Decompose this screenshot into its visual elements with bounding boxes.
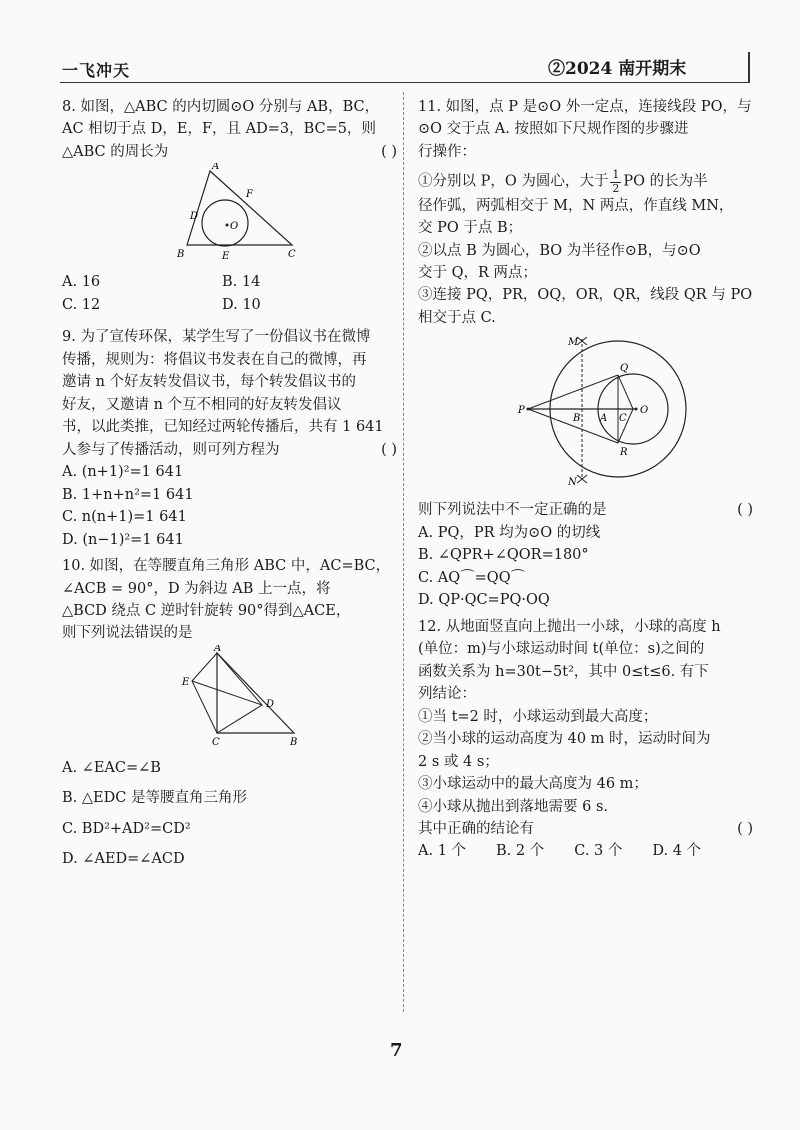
q10-line: △BCD 绕点 C 逆时针旋转 90°得到△ACE，	[62, 602, 351, 619]
option-a: A. (n+1)²=1 641	[62, 464, 184, 481]
q12-line: 12. 从地面竖直向上抛出一小球，小球的高度 h	[418, 618, 721, 635]
column-divider	[403, 92, 404, 1012]
q9-line: 人参与了传播活动，则可列方程为 ( )	[62, 439, 397, 461]
label-E: E	[222, 251, 230, 263]
q8-figure	[62, 163, 397, 271]
option-a: A. 1 个	[418, 843, 467, 860]
label-D: D	[190, 211, 199, 223]
option-a: A. ∠EAC=∠B	[62, 759, 161, 776]
header-brand: 一飞冲天	[62, 61, 131, 80]
label-O: O	[640, 405, 649, 417]
label-M: M	[568, 337, 579, 349]
label-N: N	[568, 477, 577, 489]
question-10	[62, 555, 397, 871]
q12-line: ①当 t=2 时，小球运动到最大高度；	[418, 708, 658, 725]
answer-bracket: ( )	[737, 502, 753, 519]
q11-line: 径作弧，两弧相交于 M，N 两点，作直线 MN，	[418, 197, 734, 214]
answer-bracket: ( )	[737, 820, 753, 837]
page-number: 7	[390, 1040, 403, 1061]
right-column	[418, 96, 753, 863]
option-b: B. 14	[222, 274, 261, 291]
q11-figure	[418, 329, 753, 497]
q8-line: 8. 如图，△ABC 的内切圆⊙O 分别与 AB，BC，	[62, 99, 380, 115]
label-A: A	[214, 644, 222, 654]
label-C: C	[619, 413, 627, 425]
label-F: F	[246, 189, 253, 201]
q11-line: 相交于点 C.	[418, 309, 496, 326]
option-b: B. △EDC 是等腰直角三角形	[62, 790, 247, 807]
q12-line: ③小球运动中的最大高度为 46 m；	[418, 776, 648, 793]
answer-bracket: ( )	[381, 441, 397, 458]
option-d: D. ∠AED=∠ACD	[62, 851, 185, 868]
label-C: C	[288, 249, 296, 261]
label-B: B	[573, 413, 581, 425]
label-Q: Q	[620, 363, 629, 375]
q8-line: AC 相切于点 D，E，F，且 AD=3，BC=5，则	[62, 121, 377, 138]
header-bar	[748, 52, 750, 82]
option-d: D. (n−1)²=1 641	[62, 531, 184, 548]
label-B: B	[290, 736, 298, 748]
option-c: C. BD²+AD²=CD²	[62, 820, 191, 837]
option-b: B. 2 个	[496, 843, 545, 860]
q11-step1: ①分别以 P，O 为圆心，大于 $\frac{1}{2}$ PO 的长为半	[418, 168, 708, 195]
option-a: A. 16	[62, 274, 101, 291]
header-title: ②2024 南开期末	[548, 59, 687, 79]
option-d: D. 4 个	[652, 843, 702, 860]
q12-line: (单位：m)与小球运动时间 t(单位：s)之间的	[418, 641, 705, 658]
q8-line: △ABC 的周长为 ( )	[62, 141, 397, 163]
q9-line: 书，以此类推，已知经过两轮传播后，共有 1 641	[62, 419, 384, 436]
q12-line: 函数关系为 h=30t−5t²，其中 0≤t≤6. 有下	[418, 663, 709, 680]
label-B: B	[177, 249, 185, 261]
fraction: $\frac{1}{2}$	[612, 168, 620, 195]
question-9	[62, 326, 397, 551]
option-d: D. 10	[222, 296, 261, 313]
q11-line: 交于 Q，R 两点；	[418, 265, 538, 281]
q9-line: 9. 为了宣传环保，某学生写了一份倡议书在微博	[62, 329, 371, 346]
q9-line: 好友，又邀请 n 个互不相同的好友转发倡议	[62, 396, 342, 413]
q11-line: 11. 如图，点 P 是⊙O 外一定点，连接线段 PO，与	[418, 99, 752, 115]
q12-line: 2 s 或 4 s；	[418, 753, 499, 770]
q11-question: 则下列说法中不一定正确的是 ( )	[418, 499, 753, 521]
option-d: D. QP·QC=PQ·OQ	[418, 592, 550, 609]
label-P: P	[518, 405, 525, 417]
q11-line: 交 PO 于点 B；	[418, 220, 523, 237]
label-O: O	[230, 221, 239, 233]
option-b: B. ∠QPR+∠QOR=180°	[418, 547, 589, 564]
option-b: B. 1+n+n²=1 641	[62, 486, 194, 503]
question-8	[62, 96, 397, 316]
q9-line: 传播，规则为：将倡议书发表在自己的微博，再	[62, 351, 367, 368]
option-c: C. 3 个	[574, 843, 623, 860]
label-A: A	[600, 413, 608, 425]
option-c: C. AQ⌒=QQ⌒	[418, 569, 526, 586]
question-12	[418, 616, 753, 863]
q11-line: ③连接 PQ，PR，OQ，OR，QR，线段 QR 与 PO	[418, 287, 753, 304]
q12-line: ④小球从抛出到落地需要 6 s.	[418, 798, 608, 815]
label-C: C	[212, 736, 220, 748]
q11-line: ②以点 B 为圆心，BO 为半径作⊙B，与⊙O	[418, 242, 701, 259]
q12-line: ②当小球的运动高度为 40 m 时，运动时间为	[418, 731, 711, 748]
question-11	[418, 96, 753, 612]
option-c: C. n(n+1)=1 641	[62, 509, 187, 526]
q12-question: 其中正确的结论有 ( )	[418, 818, 753, 840]
label-A: A	[212, 163, 220, 173]
left-column	[62, 96, 397, 871]
q10-line: 则下列说法错误的是	[62, 625, 193, 642]
q12-line: 列结论：	[418, 686, 476, 703]
answer-bracket: ( )	[381, 143, 397, 160]
q10-line: ∠ACB = 90°，D 为斜边 AB 上一点，将	[62, 580, 331, 597]
option-c: C. 12	[62, 296, 101, 313]
label-D: D	[266, 698, 275, 710]
q9-line: 邀请 n 个好友转发倡议书，每个转发倡议书的	[62, 374, 357, 391]
header-rule	[60, 82, 750, 83]
q10-line: 10. 如图，在等腰直角三角形 ABC 中，AC=BC，	[62, 558, 391, 575]
option-a: A. PQ，PR 均为⊙O 的切线	[418, 524, 601, 541]
label-R: R	[620, 447, 628, 459]
q10-figure	[62, 645, 397, 753]
q11-line: ⊙O 交于点 A. 按照如下尺规作图的步骤进	[418, 121, 689, 138]
q11-line: 行操作：	[418, 143, 476, 160]
label-E: E	[182, 676, 190, 688]
